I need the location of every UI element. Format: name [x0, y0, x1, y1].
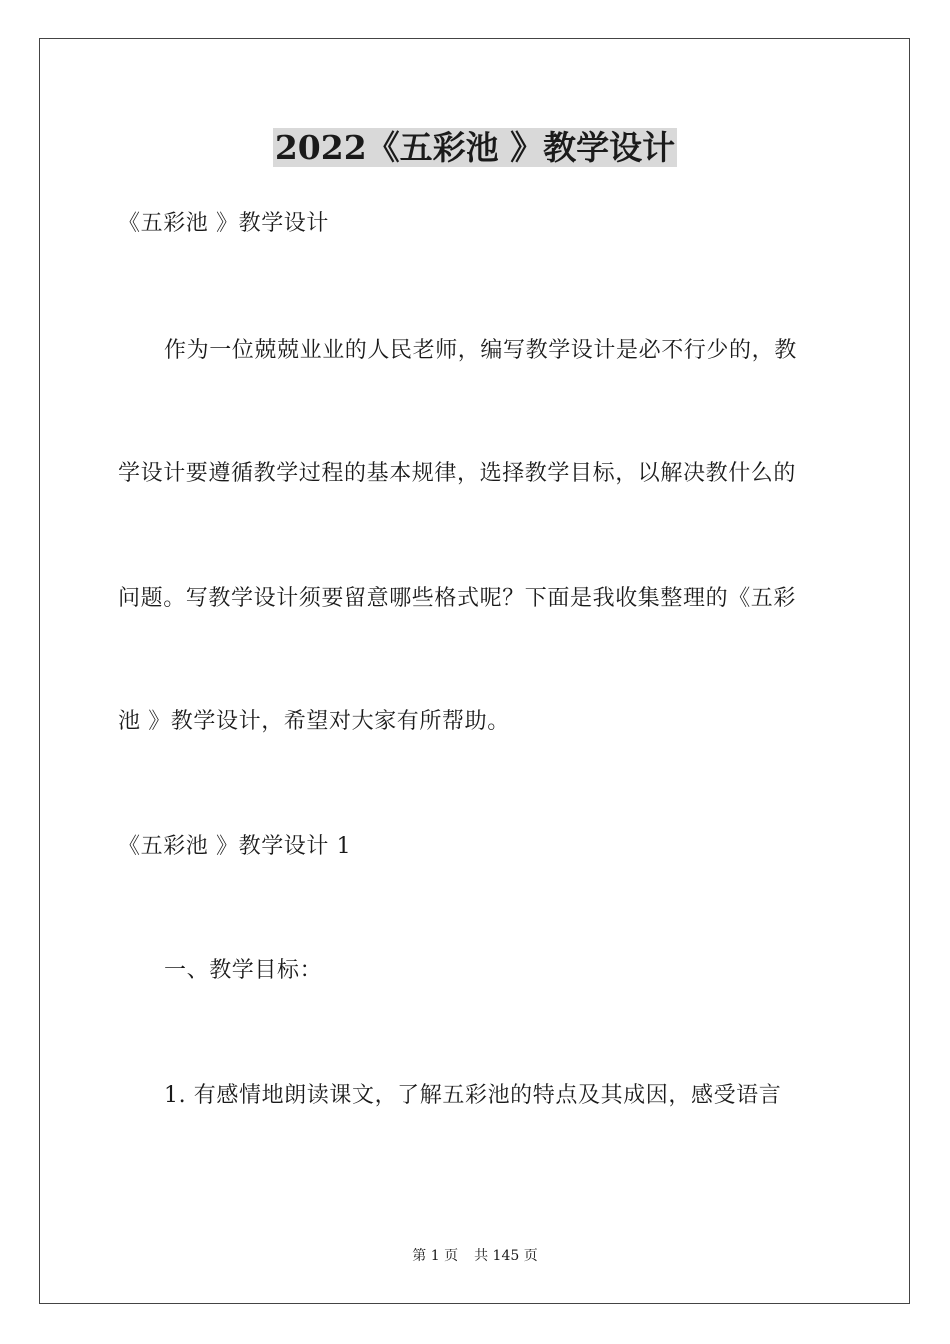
subtitle: 《五彩池 》教学设计 [118, 211, 329, 236]
page-footer [0, 1247, 950, 1265]
intro-line-3: 问题。写教学设计须要留意哪些格式呢？下面是我收集整理的《五彩 [118, 586, 797, 611]
section-title: 《五彩池 》教学设计 1 [118, 834, 352, 859]
intro-line-1: 作为一位兢兢业业的人民老师，编写教学设计是必不行少的，教 [164, 338, 797, 363]
intro-line-4: 池 》教学设计，希望对大家有所帮助。 [118, 709, 510, 734]
objectives-heading: 一、教学目标： [164, 958, 323, 983]
intro-line-2: 学设计要遵循教学过程的基本规律，选择教学目标，以解决教什么的 [118, 461, 797, 486]
document-title [0, 128, 950, 168]
document-title-text: 2022《五彩池 》教学设计 [274, 128, 676, 167]
page-number-total: 共 145 页 [474, 1248, 538, 1264]
objective-item-1: 1. 有感情地朗读课文，了解五彩池的特点及其成因，感受语言 [164, 1083, 782, 1108]
page-number-current: 第 1 页 [412, 1248, 459, 1264]
